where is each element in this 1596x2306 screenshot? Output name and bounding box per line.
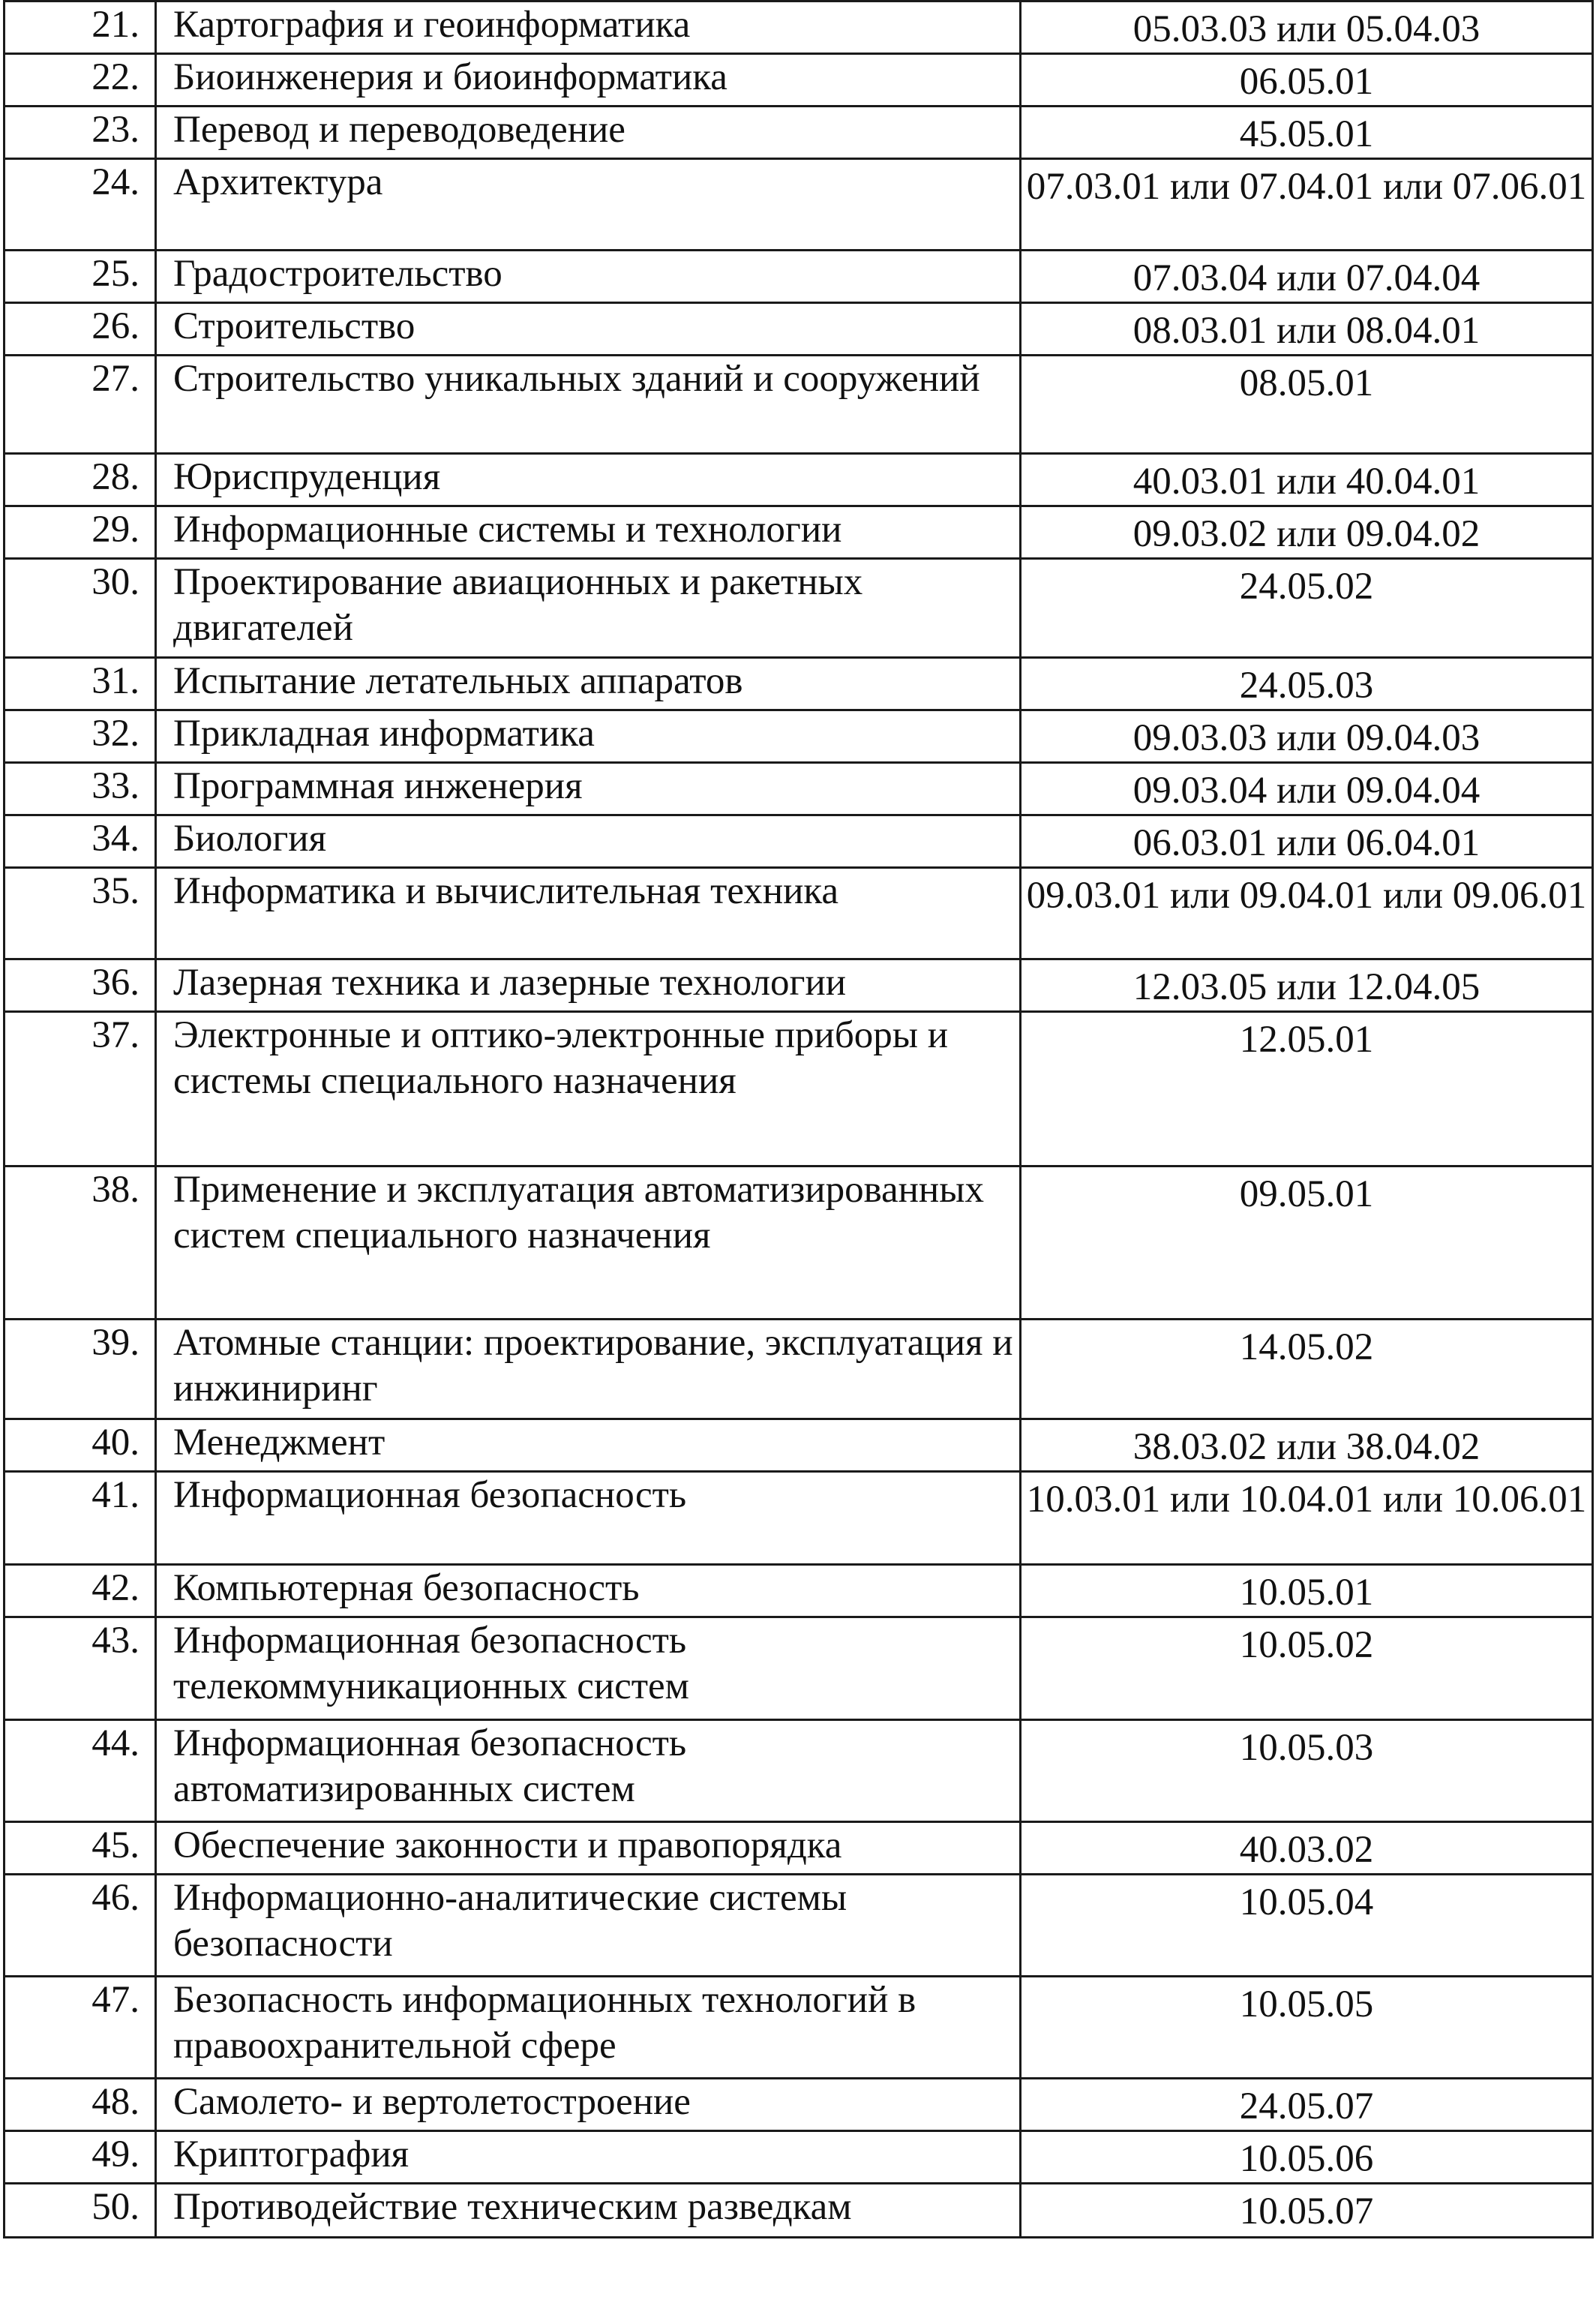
specialty-name: Самолето- и вертолетостроение bbox=[173, 2081, 691, 2123]
specialty-name: Строительство bbox=[173, 305, 416, 347]
row-number-cell bbox=[4, 251, 156, 303]
row-number-cell bbox=[4, 356, 156, 454]
row-number: 44. bbox=[92, 1722, 140, 1764]
table-row bbox=[4, 710, 1593, 763]
specialty-code: 05.03.03 или 05.04.03 bbox=[1132, 8, 1480, 50]
row-number-cell bbox=[4, 1720, 156, 1822]
specialty-code-cell bbox=[1021, 763, 1593, 815]
specialty-name: Градостроительство bbox=[173, 253, 502, 295]
specialty-name-cell bbox=[156, 356, 1021, 454]
table-row bbox=[4, 1565, 1593, 1617]
specialty-name: Информатика и вычислительная техника bbox=[173, 870, 839, 912]
specialty-name: Прикладная информатика bbox=[173, 713, 595, 755]
table-row bbox=[4, 763, 1593, 815]
specialty-code-cell bbox=[1021, 815, 1593, 868]
specialty-name-cell bbox=[156, 959, 1021, 1012]
specialty-name-cell bbox=[156, 710, 1021, 763]
specialty-code-cell bbox=[1021, 251, 1593, 303]
specialty-name: Электронные и оптико-электронные приборы и системы специального назначения bbox=[173, 1014, 949, 1102]
row-number: 36. bbox=[92, 962, 140, 1004]
row-number-cell bbox=[4, 1419, 156, 1472]
table-row bbox=[4, 868, 1593, 959]
row-number: 45. bbox=[92, 1824, 140, 1866]
specialty-name: Информационная безопасность bbox=[173, 1474, 687, 1516]
specialty-code-cell bbox=[1021, 559, 1593, 658]
specialty-code-cell bbox=[1021, 1167, 1593, 1320]
table-row bbox=[4, 54, 1593, 107]
table-row bbox=[4, 2079, 1593, 2131]
table-row bbox=[4, 2131, 1593, 2184]
specialty-name-cell bbox=[156, 1720, 1021, 1822]
row-number-cell bbox=[4, 658, 156, 710]
table-row bbox=[4, 1875, 1593, 1977]
table-body bbox=[4, 2, 1593, 2238]
row-number: 30. bbox=[92, 561, 140, 603]
specialty-name-cell bbox=[156, 506, 1021, 559]
specialty-name: Строительство уникальных зданий и сооружений bbox=[173, 358, 980, 400]
specialty-code: 09.03.03 или 09.04.03 bbox=[1132, 717, 1480, 759]
specialty-code: 10.05.05 bbox=[1239, 1983, 1374, 2025]
specialty-code: 10.05.07 bbox=[1239, 2190, 1374, 2232]
specialty-code-cell bbox=[1021, 1565, 1593, 1617]
row-number-cell bbox=[4, 1875, 156, 1977]
specialty-name-cell bbox=[156, 2131, 1021, 2184]
specialty-code: 10.05.01 bbox=[1239, 1572, 1374, 1614]
table-row bbox=[4, 559, 1593, 658]
row-number: 43. bbox=[92, 1620, 140, 1662]
specialty-name-cell bbox=[156, 1875, 1021, 1977]
row-number: 26. bbox=[92, 305, 140, 347]
specialty-code: 38.03.02 или 38.04.02 bbox=[1132, 1426, 1480, 1468]
row-number-cell bbox=[4, 1617, 156, 1720]
specialty-code: 24.05.07 bbox=[1239, 2085, 1374, 2127]
row-number: 24. bbox=[92, 161, 140, 203]
specialty-name: Применение и эксплуатация автоматизированных систем специального назначения bbox=[173, 1169, 984, 1257]
specialty-code-cell bbox=[1021, 506, 1593, 559]
specialty-code-cell bbox=[1021, 159, 1593, 251]
table-row bbox=[4, 454, 1593, 506]
specialty-name: Информационная безопасность автоматизированных систем bbox=[173, 1722, 687, 1810]
specialty-name-cell bbox=[156, 1419, 1021, 1472]
row-number-cell bbox=[4, 506, 156, 559]
row-number-cell bbox=[4, 2184, 156, 2238]
row-number-cell bbox=[4, 2, 156, 54]
row-number: 25. bbox=[92, 253, 140, 295]
specialty-name: Менеджмент bbox=[173, 1422, 386, 1464]
row-number: 35. bbox=[92, 870, 140, 912]
specialty-name: Атомные станции: проектирование, эксплуатация и инжиниринг bbox=[173, 1322, 1013, 1410]
specialty-code-cell bbox=[1021, 959, 1593, 1012]
row-number-cell bbox=[4, 54, 156, 107]
table-row bbox=[4, 1419, 1593, 1472]
specialty-code: 09.03.04 или 09.04.04 bbox=[1132, 770, 1480, 812]
specialty-code: 08.05.01 bbox=[1239, 362, 1374, 404]
specialty-code: 10.05.04 bbox=[1239, 1881, 1374, 1923]
specialty-name: Обеспечение законности и правопорядка bbox=[173, 1824, 842, 1866]
specialty-code-cell bbox=[1021, 303, 1593, 356]
specialty-code-cell bbox=[1021, 1012, 1593, 1167]
table-row bbox=[4, 251, 1593, 303]
specialty-code: 06.03.01 или 06.04.01 bbox=[1132, 822, 1480, 864]
specialty-name-cell bbox=[156, 1472, 1021, 1565]
specialty-name-cell bbox=[156, 1012, 1021, 1167]
specialty-name: Архитектура bbox=[173, 161, 383, 203]
specialty-name-cell bbox=[156, 159, 1021, 251]
specialty-code: 12.03.05 или 12.04.05 bbox=[1132, 966, 1480, 1008]
row-number-cell bbox=[4, 815, 156, 868]
specialty-name: Противодействие техническим разведкам bbox=[173, 2186, 852, 2228]
row-number: 22. bbox=[92, 56, 140, 98]
specialty-name-cell bbox=[156, 1822, 1021, 1875]
row-number-cell bbox=[4, 454, 156, 506]
specialty-name: Перевод и переводоведение bbox=[173, 109, 626, 151]
specialty-name-cell bbox=[156, 2184, 1021, 2238]
specialty-code-cell bbox=[1021, 658, 1593, 710]
row-number: 41. bbox=[92, 1474, 140, 1516]
table-row bbox=[4, 107, 1593, 159]
specialty-code: 09.03.01 или 09.04.01 или 09.06.01 bbox=[1026, 875, 1587, 917]
specialty-name: Компьютерная безопасность bbox=[173, 1567, 640, 1609]
row-number-cell bbox=[4, 959, 156, 1012]
specialties-table bbox=[3, 0, 1594, 2238]
row-number: 31. bbox=[92, 660, 140, 702]
specialty-name-cell bbox=[156, 1167, 1021, 1320]
row-number: 27. bbox=[92, 358, 140, 400]
row-number-cell bbox=[4, 1822, 156, 1875]
row-number-cell bbox=[4, 107, 156, 159]
specialty-code: 07.03.01 или 07.04.01 или 07.06.01 bbox=[1026, 166, 1587, 208]
specialty-code: 09.05.01 bbox=[1239, 1173, 1374, 1215]
specialty-name-cell bbox=[156, 2, 1021, 54]
table-row bbox=[4, 1012, 1593, 1167]
table-row bbox=[4, 506, 1593, 559]
specialty-name: Биология bbox=[173, 818, 327, 860]
specialty-name-cell bbox=[156, 454, 1021, 506]
table-row bbox=[4, 959, 1593, 1012]
specialty-name: Биоинженерия и биоинформатика bbox=[173, 56, 728, 98]
row-number-cell bbox=[4, 1472, 156, 1565]
table-row bbox=[4, 1977, 1593, 2079]
table-row bbox=[4, 1320, 1593, 1419]
row-number-cell bbox=[4, 1167, 156, 1320]
row-number-cell bbox=[4, 868, 156, 959]
row-number: 48. bbox=[92, 2081, 140, 2123]
specialty-code-cell bbox=[1021, 1822, 1593, 1875]
table-row bbox=[4, 2, 1593, 54]
row-number: 32. bbox=[92, 713, 140, 755]
specialty-name-cell bbox=[156, 763, 1021, 815]
specialty-name: Информационные системы и технологии bbox=[173, 509, 842, 551]
specialty-code: 06.05.01 bbox=[1239, 61, 1374, 103]
specialty-name-cell bbox=[156, 1617, 1021, 1720]
specialty-code-cell bbox=[1021, 868, 1593, 959]
row-number: 28. bbox=[92, 456, 140, 498]
table-row bbox=[4, 1822, 1593, 1875]
specialty-name-cell bbox=[156, 1320, 1021, 1419]
specialty-code: 08.03.01 или 08.04.01 bbox=[1132, 310, 1480, 352]
specialty-code: 40.03.02 bbox=[1239, 1829, 1374, 1871]
specialty-name: Юриспруденция bbox=[173, 456, 441, 498]
row-number: 46. bbox=[92, 1877, 140, 1919]
table-row bbox=[4, 303, 1593, 356]
specialty-code: 40.03.01 или 40.04.01 bbox=[1132, 461, 1480, 503]
table-row bbox=[4, 815, 1593, 868]
specialty-name-cell bbox=[156, 559, 1021, 658]
row-number: 23. bbox=[92, 109, 140, 151]
table-row bbox=[4, 1472, 1593, 1565]
row-number-cell bbox=[4, 710, 156, 763]
specialty-name-cell bbox=[156, 251, 1021, 303]
specialty-name: Криптография bbox=[173, 2133, 410, 2175]
specialty-code: 12.05.01 bbox=[1239, 1019, 1374, 1061]
specialty-name-cell bbox=[156, 1565, 1021, 1617]
row-number-cell bbox=[4, 303, 156, 356]
specialty-name: Программная инженерия bbox=[173, 765, 583, 807]
specialty-code-cell bbox=[1021, 1472, 1593, 1565]
row-number: 49. bbox=[92, 2133, 140, 2175]
specialty-code-cell bbox=[1021, 2, 1593, 54]
row-number: 33. bbox=[92, 765, 140, 807]
specialty-name-cell bbox=[156, 658, 1021, 710]
specialty-code: 14.05.02 bbox=[1239, 1326, 1374, 1368]
specialty-code-cell bbox=[1021, 1977, 1593, 2079]
specialty-code-cell bbox=[1021, 2079, 1593, 2131]
table-row bbox=[4, 356, 1593, 454]
table-row bbox=[4, 2184, 1593, 2238]
specialty-code: 24.05.02 bbox=[1239, 566, 1374, 608]
table-row bbox=[4, 1617, 1593, 1720]
row-number: 34. bbox=[92, 818, 140, 860]
row-number: 50. bbox=[92, 2186, 140, 2228]
table-row bbox=[4, 1167, 1593, 1320]
specialty-code-cell bbox=[1021, 54, 1593, 107]
row-number: 38. bbox=[92, 1169, 140, 1211]
row-number: 39. bbox=[92, 1322, 140, 1364]
specialty-code: 10.05.02 bbox=[1239, 1624, 1374, 1666]
specialty-code: 24.05.03 bbox=[1239, 665, 1374, 707]
specialty-name-cell bbox=[156, 815, 1021, 868]
specialty-code: 10.03.01 или 10.04.01 или 10.06.01 bbox=[1026, 1479, 1587, 1521]
specialty-code-cell bbox=[1021, 2131, 1593, 2184]
row-number-cell bbox=[4, 559, 156, 658]
specialty-name-cell bbox=[156, 1977, 1021, 2079]
specialty-code-cell bbox=[1021, 356, 1593, 454]
row-number-cell bbox=[4, 159, 156, 251]
specialty-code: 45.05.01 bbox=[1239, 113, 1374, 155]
row-number-cell bbox=[4, 1012, 156, 1167]
specialty-code-cell bbox=[1021, 454, 1593, 506]
table-row bbox=[4, 159, 1593, 251]
specialty-name-cell bbox=[156, 54, 1021, 107]
specialty-name: Лазерная техника и лазерные технологии bbox=[173, 962, 847, 1004]
row-number: 47. bbox=[92, 1979, 140, 2021]
table-row bbox=[4, 1720, 1593, 1822]
specialty-name-cell bbox=[156, 2079, 1021, 2131]
specialty-code: 10.05.03 bbox=[1239, 1727, 1374, 1769]
specialty-name-cell bbox=[156, 868, 1021, 959]
specialty-name: Испытание летательных аппаратов bbox=[173, 660, 743, 702]
specialty-code-cell bbox=[1021, 2184, 1593, 2238]
specialty-code: 10.05.06 bbox=[1239, 2138, 1374, 2180]
row-number-cell bbox=[4, 2131, 156, 2184]
specialty-name: Проектирование авиационных и ракетных двигателей bbox=[173, 561, 863, 649]
specialty-code-cell bbox=[1021, 1320, 1593, 1419]
specialty-name-cell bbox=[156, 303, 1021, 356]
row-number-cell bbox=[4, 1565, 156, 1617]
specialty-name: Информационная безопасность телекоммуникационных систем bbox=[173, 1620, 689, 1707]
row-number-cell bbox=[4, 2079, 156, 2131]
specialty-code: 09.03.02 или 09.04.02 bbox=[1132, 513, 1480, 555]
row-number: 29. bbox=[92, 509, 140, 551]
row-number-cell bbox=[4, 1320, 156, 1419]
specialty-code-cell bbox=[1021, 107, 1593, 159]
specialty-name: Информационно-аналитические системы безопасности bbox=[173, 1877, 848, 1965]
row-number: 42. bbox=[92, 1567, 140, 1609]
row-number: 40. bbox=[92, 1422, 140, 1464]
specialty-code-cell bbox=[1021, 1419, 1593, 1472]
row-number: 37. bbox=[92, 1014, 140, 1056]
specialty-code-cell bbox=[1021, 1720, 1593, 1822]
row-number-cell bbox=[4, 1977, 156, 2079]
specialty-code-cell bbox=[1021, 1875, 1593, 1977]
specialty-code-cell bbox=[1021, 1617, 1593, 1720]
table-row bbox=[4, 658, 1593, 710]
row-number: 21. bbox=[92, 4, 140, 46]
row-number-cell bbox=[4, 763, 156, 815]
specialty-name-cell bbox=[156, 107, 1021, 159]
specialty-code-cell bbox=[1021, 710, 1593, 763]
specialty-name: Картография и геоинформатика bbox=[173, 4, 691, 46]
specialty-name: Безопасность информационных технологий в правоохранительной сфере bbox=[173, 1979, 916, 2067]
specialty-code: 07.03.04 или 07.04.04 bbox=[1132, 257, 1480, 299]
